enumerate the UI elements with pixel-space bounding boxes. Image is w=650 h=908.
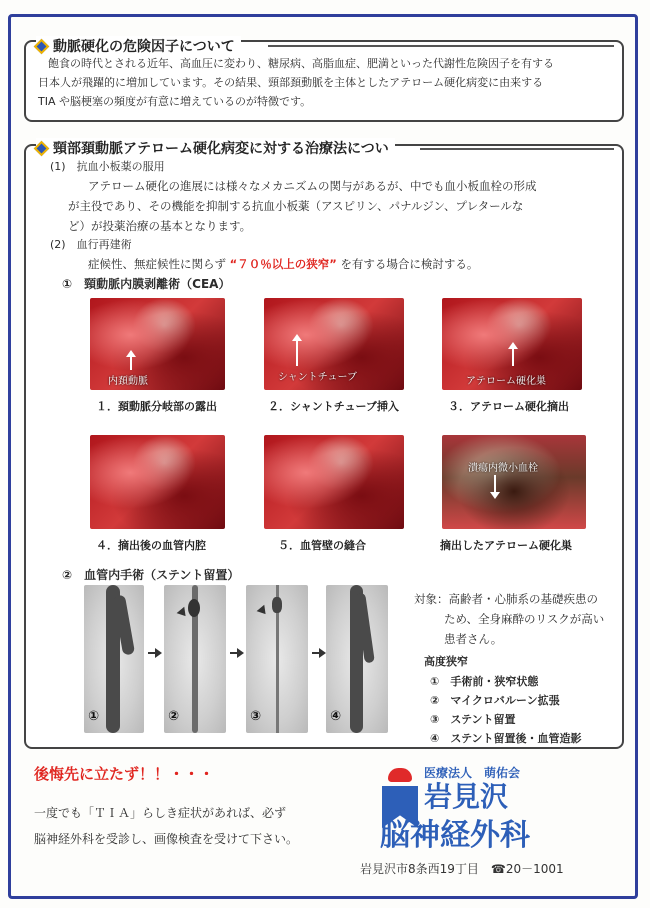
stenosis-highlight: “７０％以上の狭窄” (229, 257, 337, 271)
target-line-3: 患者さん。 (444, 632, 503, 646)
panel-number: ④ (330, 709, 342, 724)
cea-photo-3 (442, 298, 582, 390)
cea-caption-6: 摘出したアテローム硬化巣 (440, 539, 572, 552)
target-line-1: 対象：高齢者・心肺系の基礎疾患の (414, 592, 598, 606)
cea-caption-4: ４．摘出後の血管内腔 (96, 539, 206, 552)
sub1-line-3: ど）が投薬治療の基本となります。 (68, 219, 252, 233)
sub2-text-after: を有する場合に検討する。 (340, 257, 479, 271)
section1-title (36, 36, 241, 56)
clinic-name-2: 脳神経外科 (380, 818, 530, 853)
step-arrow-icon (148, 652, 160, 654)
sub2-line (88, 255, 478, 274)
sub1-line-2: が主役であり、その機能を抑制する抗血小板薬（アスピリン、パナルジン、プレタールな (68, 199, 524, 213)
section1-line-3: TIA や脳梗塞の頻度が有意に増えているのが特徴です。 (38, 95, 312, 108)
step-arrow-icon (312, 652, 324, 654)
panel-number: ① (88, 709, 100, 724)
cea-caption-5: ５．血管壁の縫合 (278, 539, 366, 552)
panel-number: ③ (250, 709, 262, 724)
stent-step-2: ② マイクロバルーン拡張 (430, 694, 560, 707)
clinic-name-1: 岩見沢 (424, 780, 509, 813)
slogan: 後悔先に立たず！！・・・ (34, 765, 215, 783)
angiogram-4 (326, 585, 388, 733)
section2-title-text: 頸部頚動脈アテローム硬化病変に対する治療法につい (53, 141, 389, 157)
stent-step-4: ④ ステント留置後・血管造影 (430, 732, 582, 745)
angiogram-2 (164, 585, 226, 733)
target-line-2: ため、全身麻酔のリスクが高い (444, 612, 605, 626)
footer-line-1: 一度でも「ＴＩＡ」らしき症状があれば、必ず (34, 806, 287, 820)
section1-line-2: 日本人が飛躍的に増加しています。その結果、頸部頚動脈を主体としたアテローム硬化病変に由来する (38, 76, 544, 89)
cea-photo-1 (90, 298, 225, 390)
title-rule (420, 148, 614, 150)
severe-stenosis-label: 高度狭窄 (424, 655, 468, 668)
sub2-text-before: 症候性、無症候性に関らず (88, 257, 226, 271)
org-name: 医療法人 萌佑会 (424, 766, 521, 780)
cea-caption-2: ２．シャントチューブ挿入 (268, 400, 399, 413)
stent-heading: ② 血管内手術（ステント留置） (62, 568, 240, 582)
stent-step-3: ③ ステント留置 (430, 713, 516, 726)
cea-photo-5 (264, 435, 404, 529)
section1-title-text: 動脈硬化の危険因子について (53, 39, 235, 55)
cea-photo-4 (90, 435, 225, 529)
step-arrow-icon (230, 652, 242, 654)
stent-step-1: ① 手術前・狭窄状態 (430, 675, 539, 688)
angiogram-1 (84, 585, 144, 733)
photo-label: 内頚動脈 (108, 376, 148, 387)
photo-label: アテローム硬化巣 (466, 376, 546, 387)
title-rule (268, 45, 614, 47)
cea-photo-6 (442, 435, 586, 529)
section1-line-1: 飽食の時代とされる近年、高血圧に変わり、糖尿病、高脂血症、肥満といった代謝性危険因子を有する (48, 57, 554, 70)
cea-photo-2 (264, 298, 404, 390)
photo-label: シャントチューブ (278, 372, 357, 383)
panel-number: ② (168, 709, 180, 724)
clinic-address: 岩見沢市8条西19丁目 ☎20－1001 (360, 862, 564, 876)
cea-heading: ① 頸動脈内膜剥離術（CEA） (62, 277, 231, 291)
footer-line-2: 脳神経外科を受診し、画像検査を受けて下さい。 (34, 832, 299, 846)
cea-caption-1: １．頚動脈分岐部の露出 (96, 400, 217, 413)
cea-caption-3: ３．アテローム硬化摘出 (448, 400, 569, 413)
sub1-heading: (1) 抗血小板薬の服用 (50, 160, 165, 173)
diamond-bullet-icon (34, 140, 50, 156)
section2-title (36, 138, 395, 158)
diamond-bullet-icon (34, 38, 50, 54)
sub1-line-1: アテローム硬化の進展には様々なメカニズムの関与があるが、中でも血小板血栓の形成 (88, 179, 537, 193)
angiogram-3 (246, 585, 308, 733)
photo-label: 潰瘍内微小血栓 (468, 463, 538, 474)
sub2-heading: (2) 血行再建術 (50, 238, 132, 251)
